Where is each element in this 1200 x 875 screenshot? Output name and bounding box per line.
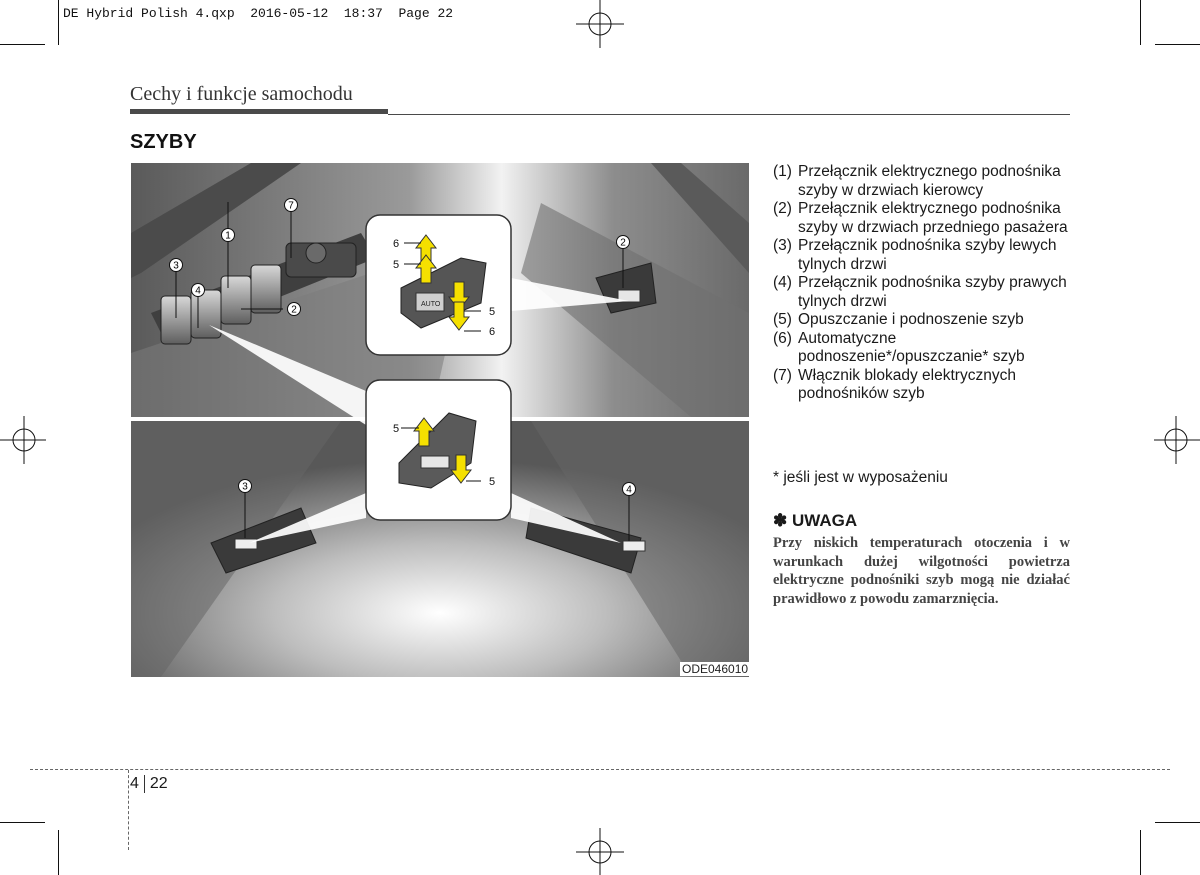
running-header: Cechy i funkcje samochodu	[130, 83, 353, 105]
registration-mark-top	[570, 0, 630, 50]
crop-mark	[1155, 44, 1200, 45]
print-slug: DE Hybrid Polish 4.qxp 2016-05-12 18:37 Page 22	[63, 6, 454, 21]
registration-mark-right	[1152, 410, 1200, 470]
crop-mark	[0, 44, 45, 45]
figure-code: ODE046010	[682, 662, 749, 676]
registration-mark-bottom	[570, 828, 630, 875]
svg-text:7: 7	[288, 200, 294, 212]
list-item: (6) Automatyczne podnoszenie*/opuszczanie* szyb	[773, 329, 1025, 365]
zoom-label-5-down-rear: 5	[489, 476, 496, 488]
caution-title: ✽ UWAGA	[773, 511, 858, 530]
callout-7	[285, 199, 298, 212]
crop-mark	[1140, 830, 1141, 875]
list-item: (4) Przełącznik podnośnika szyby prawych tylnych drzwi	[773, 274, 1067, 310]
svg-text:3: 3	[173, 260, 179, 272]
footnote: * jeśli jest w wyposażeniu	[773, 469, 948, 486]
svg-text:2: 2	[291, 304, 297, 316]
callout-3	[170, 259, 183, 272]
header-rule-thin	[388, 114, 1070, 115]
legend-list	[773, 163, 1073, 404]
zoom-label-6-down: 6	[489, 326, 496, 338]
callout-2	[288, 303, 301, 316]
zoom-label-5-up: 5	[393, 259, 400, 271]
svg-text:1: 1	[225, 230, 231, 242]
callout-1	[222, 229, 235, 242]
callout-4	[192, 284, 205, 297]
zoom-label-5-up-rear: 5	[393, 423, 400, 435]
list-item: (1) Przełącznik elektrycznego podnośnika szyby w drzwiach kierowcy	[773, 163, 1061, 199]
section-title: SZYBY	[130, 131, 197, 153]
crop-mark	[1155, 822, 1200, 823]
crop-mark	[0, 822, 45, 823]
crop-mark	[58, 830, 59, 875]
crop-mark	[1140, 0, 1141, 45]
list-item: (5) Opuszczanie i podnoszenie szyb	[773, 311, 1024, 328]
list-item: (7) Włącznik blokady elektrycznych podnośników szyb	[773, 366, 1016, 402]
svg-text:2: 2	[620, 237, 626, 249]
callout-3-rear	[239, 480, 252, 493]
callout-2-passenger	[617, 236, 630, 249]
header-rule-thick	[130, 109, 388, 114]
svg-text:3: 3	[242, 481, 248, 493]
page-number: 4 22	[130, 775, 168, 793]
footer-dashed-divider	[128, 770, 129, 850]
list-item: (2) Przełącznik elektrycznego podnośnika szyby w drzwiach przedniego pasażera	[773, 200, 1068, 236]
auto-switch-label: AUTO	[421, 301, 441, 308]
zoom-label-6-up: 6	[393, 238, 400, 250]
caution-body: Przy niskich temperaturach otoczenia i w warunkach dużej wilgotności powietrza elektryczne podnośniki szyb mogą nie działać prawidłowo z powodu zamarznięcia.	[773, 535, 1070, 607]
registration-mark-left	[0, 410, 48, 470]
callout-4-rear	[623, 483, 636, 496]
svg-text:4: 4	[195, 285, 201, 297]
crop-mark	[58, 0, 59, 45]
zoom-label-5-down: 5	[489, 306, 496, 318]
footer-dashed-rule	[30, 769, 1170, 770]
window-switches-illustration	[131, 163, 749, 677]
svg-text:4: 4	[626, 484, 632, 496]
list-item: (3) Przełącznik podnośnika szyby lewych tylnych drzwi	[773, 237, 1057, 273]
